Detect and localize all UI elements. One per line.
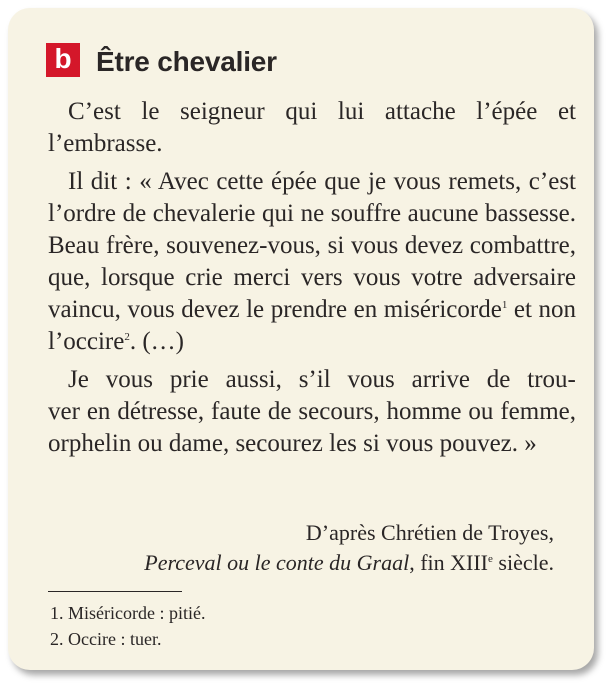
credit-work-title: Perceval ou le conte du Graal [144, 550, 410, 575]
footnote-mark-2: 2 [124, 331, 130, 343]
credit-date-sup: e [488, 553, 493, 565]
footnote-1: 1. Miséricorde : pitié. [50, 603, 206, 623]
paragraph-2-end: . (…) [129, 328, 184, 355]
paragraph-3-word: Je [68, 366, 89, 393]
source-credit [144, 518, 554, 578]
paragraph-2 [48, 166, 576, 358]
paragraph-3-word: aussi, [225, 366, 282, 393]
credit-date-suffix: siècle. [492, 550, 554, 575]
paragraph-3-word: prie [169, 366, 209, 393]
footnote-mark-1: 1 [501, 299, 508, 311]
footnotes [50, 600, 205, 652]
paragraph-3-first-line [48, 364, 576, 396]
document-card [8, 8, 594, 670]
paragraph-3-word: s’il [298, 366, 331, 393]
footnote-2: 2. Occire : tuer. [50, 629, 162, 649]
credit-author: D’après Chrétien de Troyes, [305, 520, 554, 545]
footnote-divider [48, 591, 182, 592]
paragraph-3 [48, 364, 576, 460]
paragraph-1: C’est le seigneur qui lui attache l’épée et l’embrasse. [48, 98, 576, 157]
paragraph-2-mid: et non l’occire [48, 296, 576, 355]
paragraph-2-main: Il dit : « Avec cette épée que je vous remets, c’est l’ordre de chevalerie qui ne souffre aucune bassesse. Beau frère, souvenez-vous, si vous devez combattre, que, lorsque crie merci vers vous votre adversaire vaincu, vous devez le prendre en miséricorde [48, 168, 576, 323]
paragraph-3-word: vous [105, 366, 153, 393]
paragraph-3-word: vous [347, 366, 395, 393]
excerpt-text [48, 96, 576, 466]
section-badge: b [46, 43, 80, 77]
section-title: Être chevalier [96, 46, 277, 77]
credit-work-line [144, 548, 554, 578]
paragraph-3-word: de [486, 366, 511, 393]
paragraph-3-word: arrive [411, 366, 470, 393]
paragraph-3-word: trou- [527, 366, 576, 393]
paragraph-3-rest: ver en détresse, faute de secours, homme ou femme, orphelin ou dame, secourez les si vous pouvez. » [48, 398, 576, 457]
credit-date-prefix: , fin XIII [409, 550, 489, 575]
